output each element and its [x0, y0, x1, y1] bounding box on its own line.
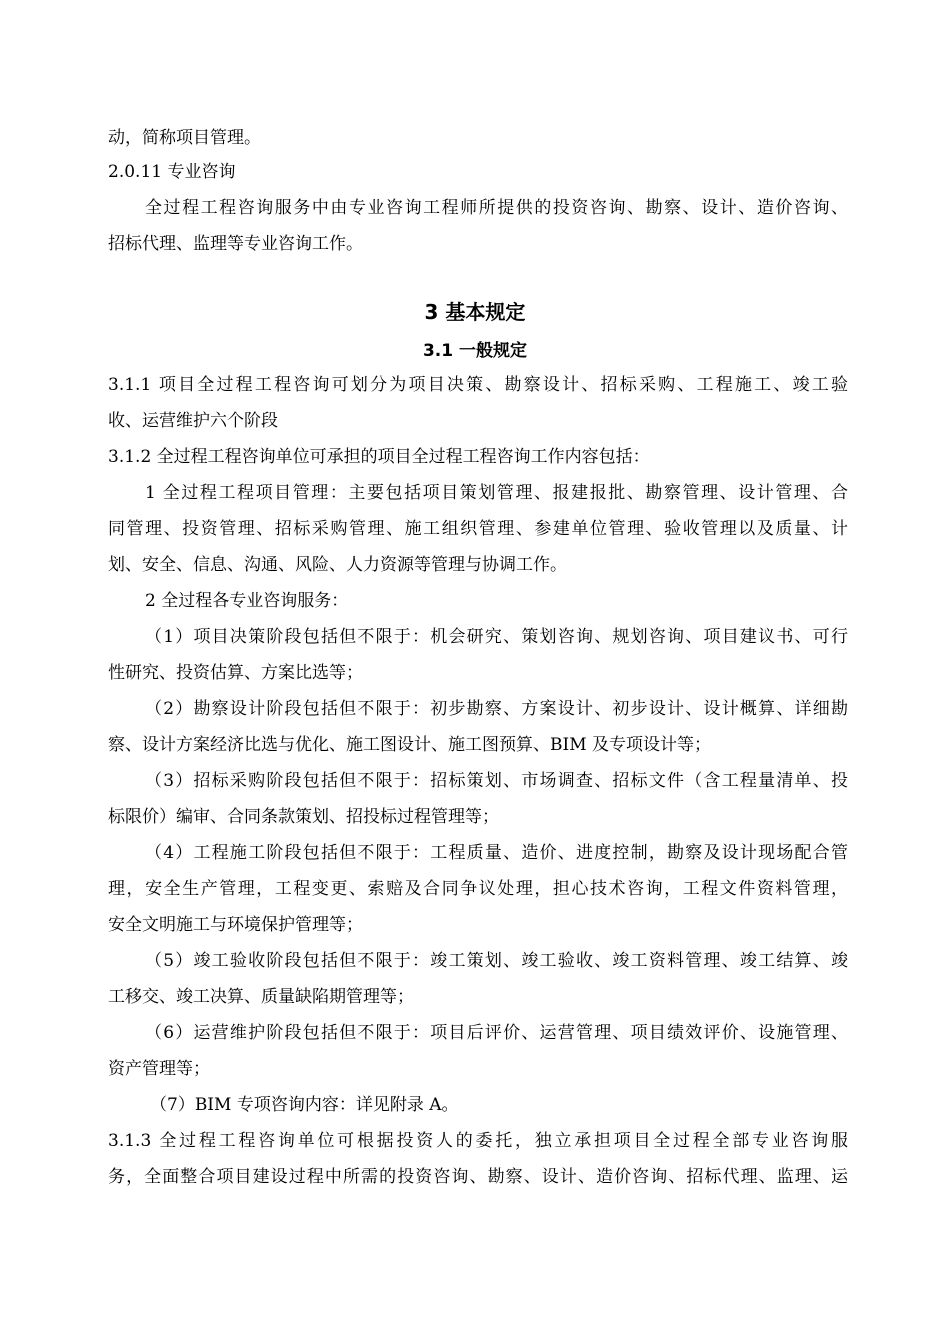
- text-line: 招标代理、监理等专业咨询工作。: [108, 234, 363, 254]
- sub-item-7: （7）BIM 专项咨询内容：详见附录 A。: [150, 1095, 459, 1115]
- text-line: 收、运营维护六个阶段: [108, 411, 278, 431]
- section-title: 3.1 一般规定: [422, 341, 528, 361]
- list-item-1: 1 全过程工程项目管理：主要包括项目策划管理、报建报批、勘察管理、设计管理、合: [145, 483, 848, 503]
- sub-item-5: （5）竣工验收阶段包括但不限于：竣工策划、竣工验收、竣工资料管理、竣工结算、竣: [145, 951, 848, 971]
- clause-3-1-2: 3.1.2 全过程工程咨询单位可承担的项目全过程工程咨询工作内容包括：: [108, 447, 650, 467]
- sub-item-4: （4）工程施工阶段包括但不限于：工程质量、造价、进度控制，勘察及设计现场配合管: [145, 843, 848, 863]
- clause-3-1-3: 3.1.3 全过程工程咨询单位可根据投资人的委托，独立承担项目全过程全部专业咨询服: [108, 1131, 848, 1151]
- text-line: 务，全面整合项目建设过程中所需的投资咨询、勘察、设计、造价咨询、招标代理、监理、运: [108, 1167, 848, 1187]
- clause-heading-2-0-11: 2.0.11 专业咨询: [108, 162, 236, 182]
- text-line: 同管理、投资管理、招标采购管理、施工组织管理、参建单位管理、验收管理以及质量、计: [108, 519, 848, 539]
- sub-item-6: （6）运营维护阶段包括但不限于：项目后评价、运营管理、项目绩效评价、设施管理、: [145, 1023, 848, 1043]
- text-line: 性研究、投资估算、方案比选等；: [108, 663, 363, 683]
- text-line: 全过程工程咨询服务中由专业咨询工程师所提供的投资咨询、勘察、设计、造价咨询、: [145, 198, 848, 218]
- chapter-title: 3 基本规定: [424, 300, 526, 324]
- text-line: 工移交、竣工决算、质量缺陷期管理等；: [108, 987, 414, 1007]
- sub-item-2: （2）勘察设计阶段包括但不限于：初步勘察、方案设计、初步设计、设计概算、详细勘: [145, 699, 848, 719]
- list-item-2: 2 全过程各专业咨询服务：: [145, 591, 349, 611]
- text-line: 安全文明施工与环境保护管理等；: [108, 915, 363, 935]
- text-line: 理，安全生产管理，工程变更、索赔及合同争议处理，担心技术咨询，工程文件资料管理，: [108, 879, 848, 899]
- text-line: 动，简称项目管理。: [108, 128, 261, 148]
- text-line: 察、设计方案经济比选与优化、施工图设计、施工图预算、BIM 及专项设计等；: [108, 735, 712, 755]
- text-line: 标限价）编审、合同条款策划、招投标过程管理等；: [108, 807, 499, 827]
- text-line: 资产管理等；: [108, 1059, 210, 1079]
- text-line: 划、安全、信息、沟通、风险、人力资源等管理与协调工作。: [108, 555, 567, 575]
- sub-item-1: （1）项目决策阶段包括但不限于：机会研究、策划咨询、规划咨询、项目建议书、可行: [145, 627, 848, 647]
- clause-3-1-1: 3.1.1 项目全过程工程咨询可划分为项目决策、勘察设计、招标采购、工程施工、竣工验: [108, 375, 848, 395]
- sub-item-3: （3）招标采购阶段包括但不限于：招标策划、市场调查、招标文件（含工程量清单、投: [145, 771, 848, 791]
